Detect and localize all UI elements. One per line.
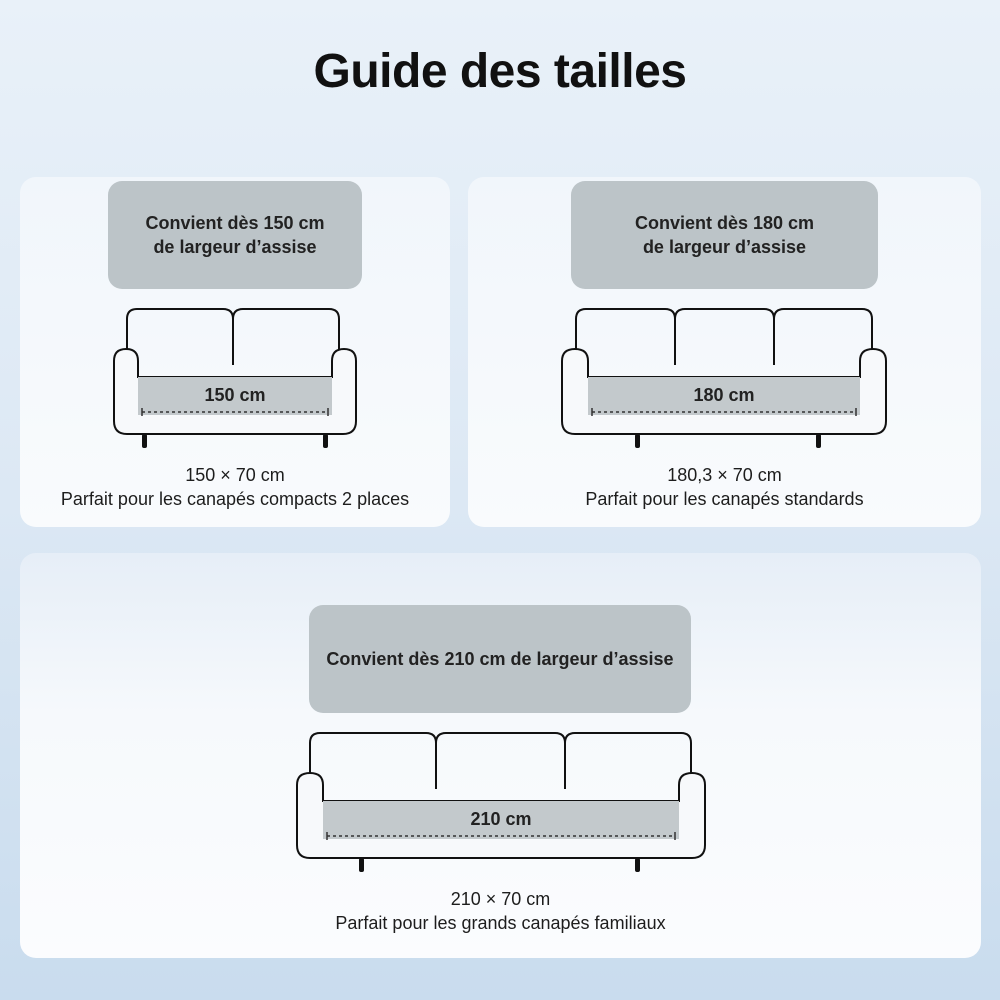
description-text: Parfait pour les canapés compacts 2 places <box>60 489 410 509</box>
page-title: Guide des tailles <box>313 45 687 98</box>
seat-width-label: 150 cm <box>204 385 266 405</box>
card-caption <box>20 887 981 935</box>
size-card-210 <box>20 553 981 958</box>
fit-label: Convient dès 150 cm de largeur d’assise <box>108 181 362 289</box>
dimensions-text: 210 × 70 cm <box>450 889 551 909</box>
card-caption <box>20 463 450 511</box>
card-caption <box>468 463 981 511</box>
seat-width-label: 180 cm <box>693 385 755 405</box>
description-text: Parfait pour les canapés standards <box>585 489 864 509</box>
dimensions-text: 150 × 70 cm <box>185 465 285 485</box>
fit-label: Convient dès 210 cm de largeur d’assise <box>309 605 691 713</box>
size-card-180 <box>468 177 981 527</box>
large-three-seat-sofa-icon <box>293 729 709 875</box>
fit-label: Convient dès 180 cm de largeur d’assise <box>571 181 878 289</box>
two-seat-sofa-icon <box>110 305 360 451</box>
seat-width-label: 210 cm <box>470 809 532 829</box>
size-card-150 <box>20 177 450 527</box>
dimensions-text: 180,3 × 70 cm <box>667 465 782 485</box>
three-seat-sofa-icon <box>558 305 890 451</box>
description-text: Parfait pour les grands canapés familiaux <box>335 913 666 933</box>
